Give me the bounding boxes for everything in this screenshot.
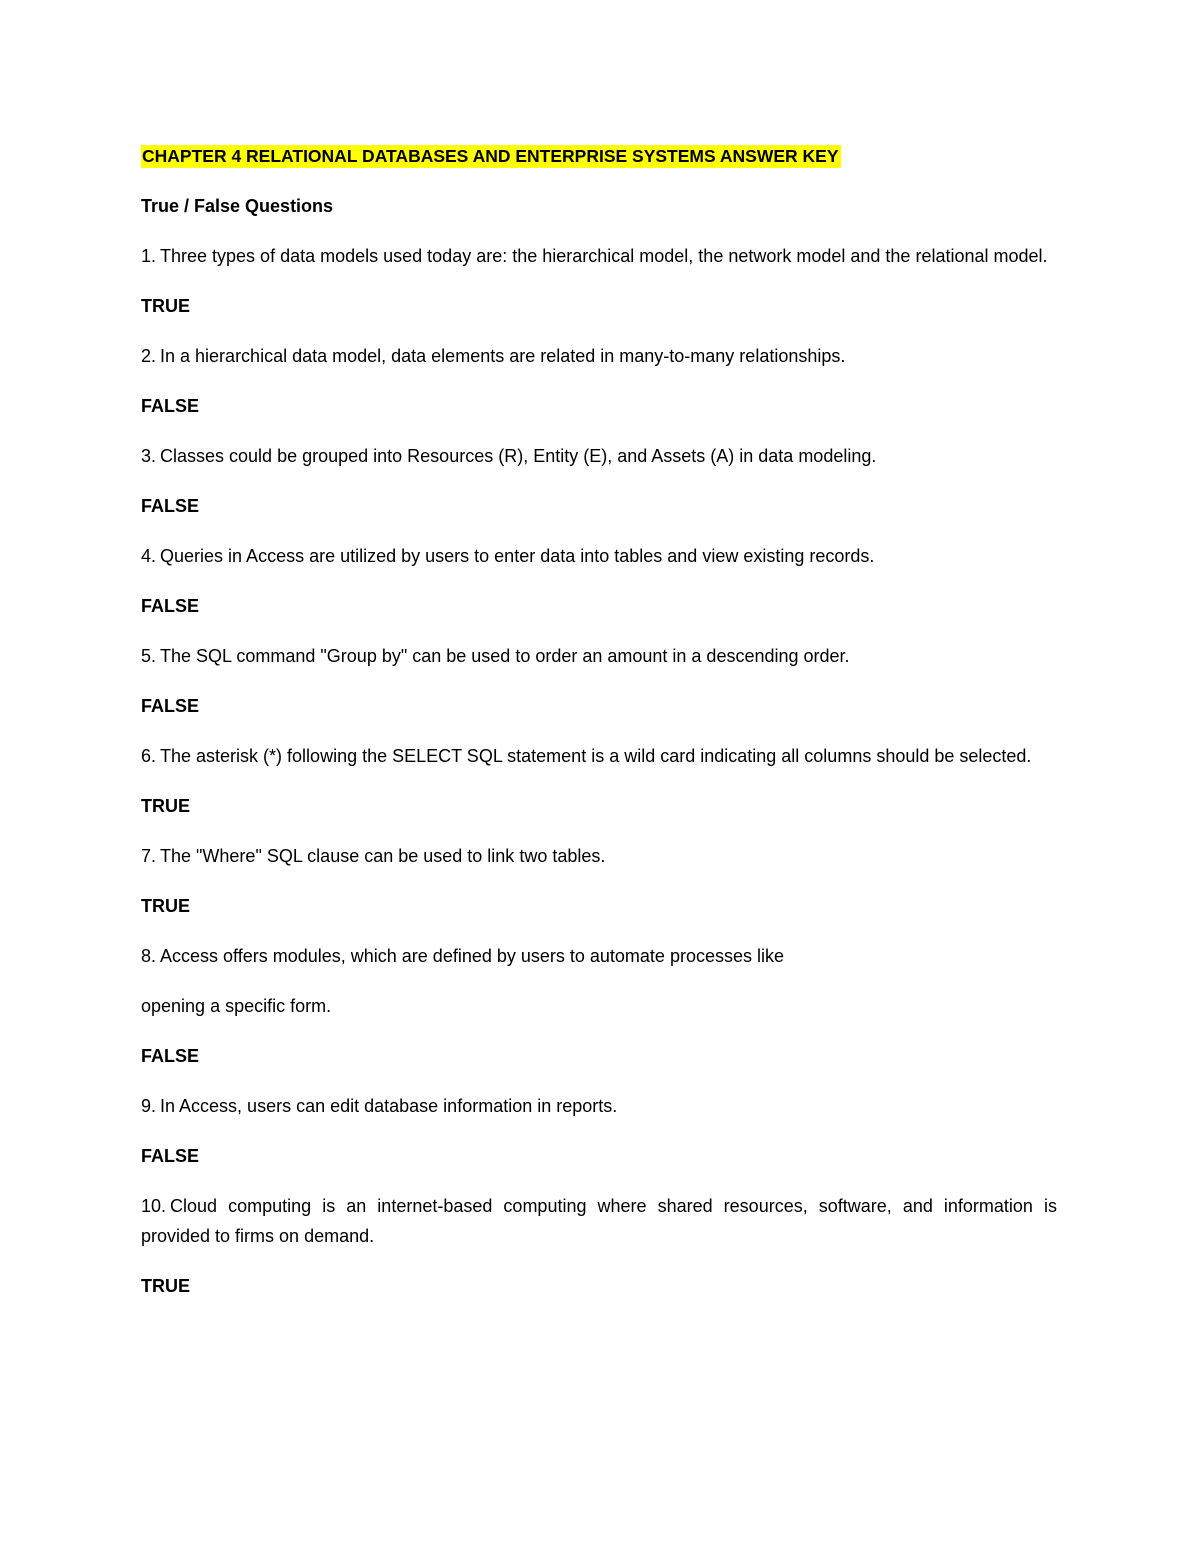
question-text: Queries in Access are utilized by users to enter data into tables and view existing records. bbox=[160, 546, 875, 566]
question-text: Three types of data models used today are: the hierarchical model, the network model and the relational model. bbox=[160, 246, 1048, 266]
answer-9: FALSE bbox=[141, 1146, 200, 1166]
answer-1: TRUE bbox=[141, 296, 190, 316]
question-8 bbox=[141, 941, 1057, 971]
question-6 bbox=[141, 741, 1057, 771]
question-number: 10. bbox=[141, 1196, 167, 1216]
answer-6: TRUE bbox=[141, 796, 190, 816]
question-8-continuation: opening a specific form. bbox=[141, 996, 332, 1016]
question-text: The asterisk (*) following the SELECT SQL statement is a wild card indicating all columns should be selected. bbox=[160, 746, 1032, 766]
answer-10: TRUE bbox=[141, 1276, 190, 1296]
question-number: 1. bbox=[141, 246, 157, 266]
question-10 bbox=[141, 1191, 1057, 1251]
question-number: 6. bbox=[141, 746, 157, 766]
question-number: 3. bbox=[141, 446, 157, 466]
answer-3: FALSE bbox=[141, 496, 200, 516]
question-7 bbox=[141, 841, 1057, 871]
section-heading: True / False Questions bbox=[141, 196, 334, 216]
document-content bbox=[141, 141, 1057, 1321]
question-2 bbox=[141, 341, 1057, 371]
question-number: 2. bbox=[141, 346, 157, 366]
question-text: The SQL command "Group by" can be used to order an amount in a descending order. bbox=[160, 646, 850, 666]
question-3 bbox=[141, 441, 1057, 471]
document-title bbox=[141, 141, 1057, 171]
answer-7: TRUE bbox=[141, 896, 190, 916]
answer-2: FALSE bbox=[141, 396, 200, 416]
question-number: 8. bbox=[141, 946, 157, 966]
question-number: 5. bbox=[141, 646, 157, 666]
answer-4: FALSE bbox=[141, 596, 200, 616]
question-text: In a hierarchical data model, data elements are related in many-to-many relationships. bbox=[160, 346, 846, 366]
question-5 bbox=[141, 641, 1057, 671]
question-number: 9. bbox=[141, 1096, 157, 1116]
question-text: The "Where" SQL clause can be used to link two tables. bbox=[160, 846, 606, 866]
question-number: 7. bbox=[141, 846, 157, 866]
question-number: 4. bbox=[141, 546, 157, 566]
document-title-text: CHAPTER 4 RELATIONAL DATABASES AND ENTERPRISE SYSTEMS ANSWER KEY bbox=[142, 146, 839, 166]
question-9 bbox=[141, 1091, 1057, 1121]
answer-8: FALSE bbox=[141, 1046, 200, 1066]
question-1 bbox=[141, 241, 1057, 271]
question-text: In Access, users can edit database information in reports. bbox=[160, 1096, 618, 1116]
question-text: Classes could be grouped into Resources (R), Entity (E), and Assets (A) in data modeling. bbox=[160, 446, 877, 466]
question-text: Cloud computing is an internet-based computing where shared resources, software, and information is provided to firms on demand. bbox=[141, 1196, 1057, 1246]
answer-5: FALSE bbox=[141, 696, 200, 716]
question-text: Access offers modules, which are defined by users to automate processes like bbox=[160, 946, 784, 966]
question-4 bbox=[141, 541, 1057, 571]
